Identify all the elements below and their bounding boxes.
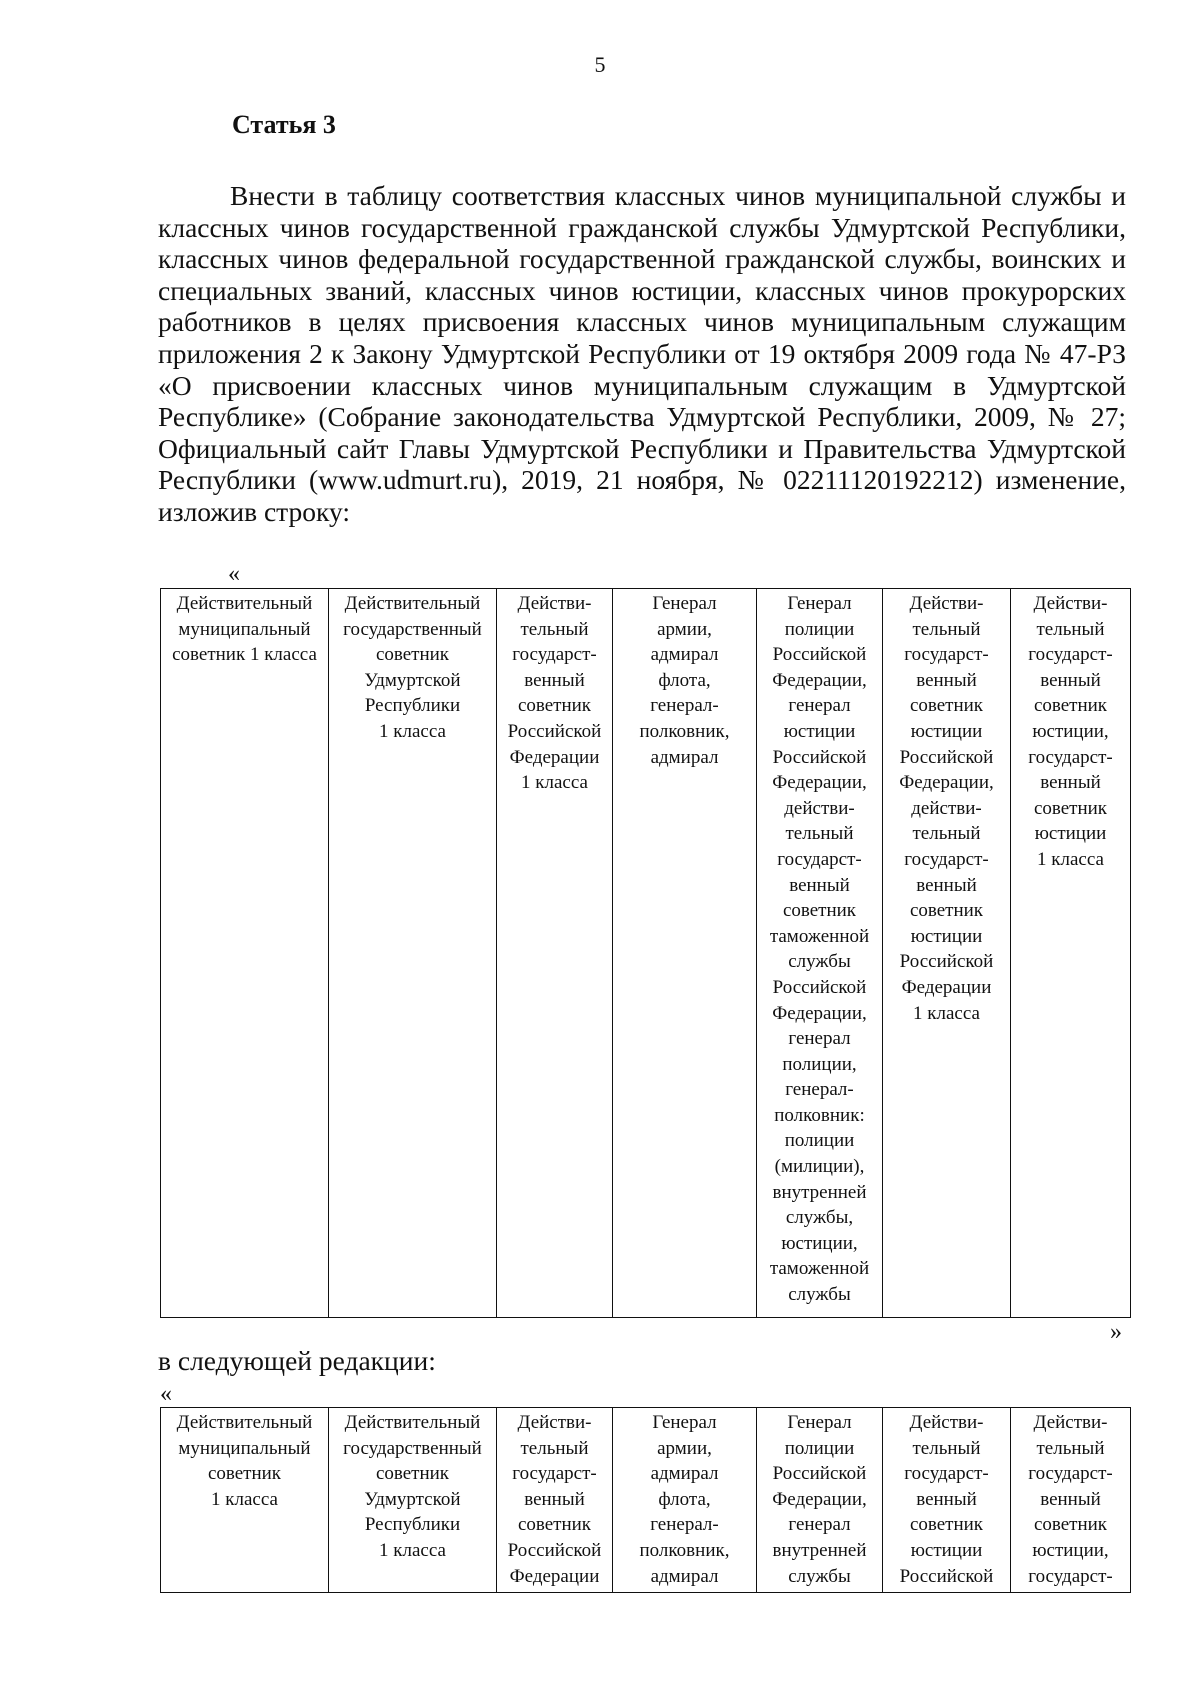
table-cell: Действи- тельный государст- венный советник юстиции, государст- венный советник юстиции 1 класса (1011, 589, 1131, 1318)
old-row-table (160, 588, 1131, 1318)
quote-open-old: « (228, 561, 240, 587)
table-row (161, 589, 1131, 1318)
table-cell: Действительный муниципальный советник 1 класса (161, 1408, 329, 1593)
table-cell: Действи- тельный государст- венный советник юстиции, государст- (1011, 1408, 1131, 1593)
table-cell: Действи- тельный государст- венный советник юстиции Российской (883, 1408, 1011, 1593)
quote-open-new: « (160, 1381, 172, 1407)
table-cell: Действи- тельный государст- венный советник Российской Федерации 1 класса (497, 589, 613, 1318)
table-cell: Действи- тельный государст- венный советник Российской Федерации (497, 1408, 613, 1593)
next-edition-label: в следующей редакции: (158, 1345, 436, 1376)
table-row (161, 1408, 1131, 1593)
table-cell: Генерал полиции Российской Федерации, генерал внутренней службы (757, 1408, 883, 1593)
quote-close-old: » (1110, 1319, 1122, 1345)
table-cell: Генерал полиции Российской Федерации, генерал юстиции Российской Федерации, действи- тельный государст- венный советник таможенной службы Российской Федерации, генерал полиции, генерал- полковник: полиции (милиции), внутренней службы, юстиции, таможенной службы (757, 589, 883, 1318)
table-cell: Действительный государственный советник Удмуртской Республики 1 класса (329, 589, 497, 1318)
new-row-table (160, 1407, 1131, 1593)
page-number: 5 (594, 52, 606, 77)
main-paragraph: Внести в таблицу соответствия классных чинов муниципальной службы и классных чинов государственной гражданской службы Удмуртской Республики, классных чинов федеральной государственной гражданской службы, воинских и специальных званий, классных чинов юстиции, классных чинов прокурорских работников в целях присвоения классных чинов муниципальным служащим приложения 2 к Закону Удмуртской Республики от 19 октября 2009 года № 47-РЗ «О присвоении классных чинов муниципальным служащим в Удмуртской Республике» (Собрание законодательства Удмуртской Республики, 2009, № 27; Официальный сайт Главы Удмуртской Республики и Правительства Удмуртской Республики (www.udmurt.ru), 2019, 21 ноября, № 02211120192212) изменение, изложив строку: (158, 180, 1126, 527)
table-cell: Действительный государственный советник Удмуртской Республики 1 класса (329, 1408, 497, 1593)
table-cell: Генерал армии, адмирал флота, генерал- полковник, адмирал (613, 1408, 757, 1593)
table-cell: Генерал армии, адмирал флота, генерал- полковник, адмирал (613, 589, 757, 1318)
table-cell: Действительный муниципальный советник 1 класса (161, 589, 329, 1318)
table-cell: Действи- тельный государст- венный советник юстиции Российской Федерации, действи- тельный государст- венный советник юстиции Российской Федерации 1 класса (883, 589, 1011, 1318)
article-title: Статья 3 (232, 110, 336, 139)
